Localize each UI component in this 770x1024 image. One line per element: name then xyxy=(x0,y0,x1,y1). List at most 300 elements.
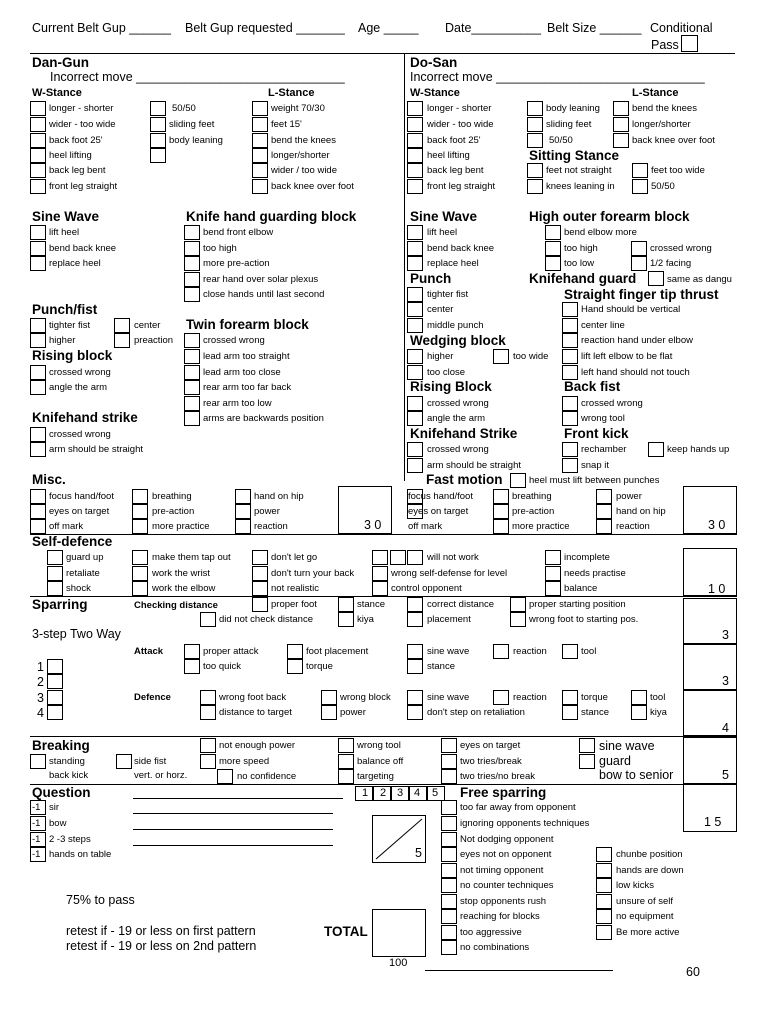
checkbox-label: arm should be straight xyxy=(427,460,521,471)
checkbox[interactable] xyxy=(321,690,337,705)
checkbox[interactable] xyxy=(30,380,46,395)
checkbox[interactable] xyxy=(338,754,354,769)
checkbox-label: pre-action xyxy=(152,506,195,517)
checkbox-label: two tries/no break xyxy=(460,771,535,782)
checkbox[interactable] xyxy=(235,504,251,519)
checkbox[interactable] xyxy=(150,148,166,163)
checkbox[interactable] xyxy=(596,519,612,534)
checkbox[interactable] xyxy=(441,800,457,815)
checkbox[interactable] xyxy=(441,816,457,831)
checkbox-label: back knee over foot xyxy=(271,181,354,192)
checkbox[interactable] xyxy=(407,644,423,659)
checkbox[interactable] xyxy=(184,272,200,287)
checkbox[interactable] xyxy=(562,705,578,720)
checkbox[interactable] xyxy=(30,754,46,769)
checkbox[interactable] xyxy=(562,690,578,705)
checkbox-label: bend the knees xyxy=(271,135,336,146)
checkbox[interactable] xyxy=(252,148,268,163)
checkbox[interactable] xyxy=(252,179,268,194)
checkbox[interactable] xyxy=(562,318,578,333)
checkbox[interactable] xyxy=(116,754,132,769)
checkbox[interactable] xyxy=(184,287,200,302)
checkbox[interactable] xyxy=(200,738,216,753)
checkbox[interactable] xyxy=(596,909,612,924)
checkbox[interactable] xyxy=(407,179,423,194)
checkbox[interactable] xyxy=(545,225,561,240)
checkbox[interactable] xyxy=(390,550,406,565)
checkbox[interactable] xyxy=(527,133,543,148)
checkbox[interactable] xyxy=(407,163,423,178)
checkbox[interactable] xyxy=(407,225,423,240)
checkbox-label: eyes on target xyxy=(408,506,469,517)
checkbox[interactable] xyxy=(252,581,268,596)
checkbox[interactable] xyxy=(30,256,46,271)
checkbox-label: eyes on target xyxy=(49,506,110,517)
checkbox[interactable] xyxy=(596,489,612,504)
checkbox[interactable] xyxy=(562,333,578,348)
checkbox-label: low kicks xyxy=(616,880,655,891)
checkbox-label: wrong tool xyxy=(581,413,625,424)
dosan-title: Do-San xyxy=(410,55,458,70)
checkbox[interactable] xyxy=(30,489,46,504)
checkbox-label: no counter techniques xyxy=(460,880,554,891)
total-score-box[interactable] xyxy=(372,909,426,957)
dangun-knifestrike-heading: Knifehand strike xyxy=(32,410,138,425)
checkbox-label: distance to target xyxy=(219,707,292,718)
checkbox-label: rechamber xyxy=(581,444,627,455)
checkbox-label: bend back knee xyxy=(49,243,117,254)
misc-divider xyxy=(30,534,737,535)
misc-heading: Misc. xyxy=(32,472,66,487)
checkbox-label: sliding feet xyxy=(546,119,592,130)
checkbox[interactable] xyxy=(184,365,200,380)
checkbox[interactable] xyxy=(407,365,423,380)
penalty-value: -1 xyxy=(32,849,41,860)
question-score: 5 xyxy=(415,846,422,860)
checkbox-label: sine wave xyxy=(427,692,470,703)
checkbox[interactable] xyxy=(562,411,578,426)
checkbox[interactable] xyxy=(30,442,46,457)
checkbox[interactable] xyxy=(200,705,216,720)
checkbox-label: did not check distance xyxy=(219,614,314,625)
checkbox[interactable] xyxy=(407,612,423,627)
checkbox[interactable] xyxy=(47,581,63,596)
checkbox[interactable] xyxy=(30,318,46,333)
answer-line xyxy=(133,845,333,846)
checkbox[interactable] xyxy=(407,349,423,364)
checkbox[interactable] xyxy=(562,644,578,659)
header-divider xyxy=(30,53,735,54)
checkbox-label: crossed wrong xyxy=(650,243,712,254)
checkbox[interactable] xyxy=(407,411,423,426)
checkbox[interactable] xyxy=(527,101,543,116)
checkbox[interactable] xyxy=(217,769,233,784)
checkbox[interactable] xyxy=(132,550,148,565)
checkbox[interactable] xyxy=(493,644,509,659)
checkbox-label: ignoring opponents techniques xyxy=(460,818,590,829)
checkbox[interactable] xyxy=(132,566,148,581)
checkbox-label: more practice xyxy=(512,521,570,532)
checkbox[interactable] xyxy=(579,738,595,753)
checkbox[interactable] xyxy=(407,117,423,132)
checkbox-label: hand on hip xyxy=(616,506,666,517)
checkbox[interactable] xyxy=(631,705,647,720)
checkbox[interactable] xyxy=(545,566,561,581)
checkbox[interactable] xyxy=(493,504,509,519)
checkbox[interactable] xyxy=(372,550,388,565)
checkbox-label: wrong tool xyxy=(357,740,401,751)
checkbox[interactable] xyxy=(562,302,578,317)
checkbox[interactable] xyxy=(493,690,509,705)
checkbox[interactable] xyxy=(441,847,457,862)
checkbox-label: snap it xyxy=(581,460,609,471)
checkbox-label: lift heel xyxy=(427,227,458,238)
checkbox[interactable] xyxy=(631,256,647,271)
checkbox-label: kiya xyxy=(357,614,374,625)
checkbox[interactable] xyxy=(30,225,46,240)
checkbox[interactable] xyxy=(493,519,509,534)
checkbox-label: power xyxy=(254,506,280,517)
retest-rule-2: retest if - 19 or less on 2nd pattern xyxy=(66,939,257,953)
checkbox-label: arm should be straight xyxy=(49,444,143,455)
checkbox[interactable] xyxy=(47,550,63,565)
checkbox[interactable] xyxy=(407,101,423,116)
checkbox[interactable] xyxy=(493,489,509,504)
checkbox-label: lift left elbow to be flat xyxy=(581,351,673,362)
checkbox[interactable] xyxy=(30,148,46,163)
checkbox[interactable] xyxy=(631,241,647,256)
checkbox-label: crossed wrong xyxy=(581,398,643,409)
checkbox[interactable] xyxy=(613,101,629,116)
checkbox-label: not timing opponent xyxy=(460,865,544,876)
checkbox-label: crossed wrong xyxy=(427,444,489,455)
checkbox[interactable] xyxy=(200,754,216,769)
checkbox[interactable] xyxy=(184,241,200,256)
dosan-straight-heading: Straight finger tip thrust xyxy=(564,287,719,302)
answer-line xyxy=(133,813,333,814)
checkbox[interactable] xyxy=(562,442,578,457)
checkbox[interactable] xyxy=(407,287,423,302)
checkbox[interactable] xyxy=(613,117,629,132)
checkbox[interactable] xyxy=(407,302,423,317)
step-number: 4 xyxy=(37,706,44,720)
checkbox[interactable] xyxy=(596,863,612,878)
checkbox[interactable] xyxy=(441,769,457,784)
checkbox[interactable] xyxy=(441,909,457,924)
checkbox[interactable] xyxy=(579,754,595,769)
checkbox[interactable] xyxy=(30,163,46,178)
checkbox-label: standing xyxy=(49,756,85,767)
checkbox[interactable] xyxy=(30,133,46,148)
dosan-incorrect-move: Incorrect move ______________________________ xyxy=(410,70,705,84)
checkbox[interactable] xyxy=(407,148,423,163)
checkbox[interactable] xyxy=(527,179,543,194)
checkbox-label: heel must lift between punches xyxy=(529,475,660,486)
checkbox-label: arms are backwards position xyxy=(203,413,324,424)
checkbox[interactable] xyxy=(407,396,423,411)
checkbox[interactable] xyxy=(407,705,423,720)
checkbox-label: too high xyxy=(564,243,598,254)
checkbox[interactable] xyxy=(114,333,130,348)
checkbox-label: hands on table xyxy=(49,849,112,860)
checkbox[interactable] xyxy=(545,581,561,596)
checkbox[interactable] xyxy=(441,863,457,878)
penalty-value: -1 xyxy=(32,834,41,845)
checkbox[interactable] xyxy=(30,365,46,380)
checkbox[interactable] xyxy=(184,396,200,411)
checkbox[interactable] xyxy=(150,117,166,132)
checkbox[interactable] xyxy=(338,612,354,627)
checkbox[interactable] xyxy=(562,396,578,411)
pass-requirement: 75% to pass xyxy=(66,893,135,907)
checkbox[interactable] xyxy=(527,163,543,178)
checkbox-label: focus hand/foot xyxy=(49,491,114,502)
checkbox[interactable] xyxy=(47,674,63,689)
checkbox[interactable] xyxy=(441,925,457,940)
checkbox-label: 2 -3 steps xyxy=(49,834,91,845)
checkbox[interactable] xyxy=(407,241,423,256)
checkbox-label: rear arm too low xyxy=(203,398,272,409)
checkbox[interactable] xyxy=(632,179,648,194)
checkbox[interactable] xyxy=(510,473,526,488)
checkbox[interactable] xyxy=(510,597,526,612)
checkbox-label: bow xyxy=(49,818,67,829)
checkbox[interactable] xyxy=(545,256,561,271)
checkbox[interactable] xyxy=(338,738,354,753)
breaking-score: 5 xyxy=(722,768,729,782)
checkbox[interactable] xyxy=(235,489,251,504)
checkbox[interactable] xyxy=(510,612,526,627)
checkbox-label: no confidence xyxy=(237,771,297,782)
threestep-heading: 3-step Two Way xyxy=(32,627,121,641)
checkbox[interactable] xyxy=(407,458,423,473)
checkbox[interactable] xyxy=(132,581,148,596)
checkbox[interactable] xyxy=(184,411,200,426)
dosan-high-block-heading: High outer forearm block xyxy=(529,209,690,224)
checkbox[interactable] xyxy=(30,519,46,534)
checkbox[interactable] xyxy=(562,349,578,364)
checkbox-label: proper foot xyxy=(271,599,317,610)
checkbox[interactable] xyxy=(596,504,612,519)
checkbox-label: lead arm too straight xyxy=(203,351,290,362)
checkbox[interactable] xyxy=(252,566,268,581)
question-heading: Question xyxy=(32,785,91,800)
dangun-punch-heading: Punch/fist xyxy=(32,302,98,317)
checkbox[interactable] xyxy=(648,442,664,457)
checkbox[interactable] xyxy=(30,333,46,348)
checkbox-label: sine wave xyxy=(599,739,655,753)
signature-line xyxy=(425,970,613,971)
checkbox[interactable] xyxy=(132,519,148,534)
checkbox[interactable] xyxy=(596,894,612,909)
checkbox-label: reaching for blocks xyxy=(460,911,540,922)
checkbox[interactable] xyxy=(235,519,251,534)
checkbox-label: longer - shorter xyxy=(427,103,492,114)
checkbox-label: center xyxy=(427,304,454,315)
checkbox-label: hands are down xyxy=(616,865,684,876)
checkbox[interactable] xyxy=(287,659,303,674)
checkbox-label: breathing xyxy=(512,491,552,502)
checkbox[interactable] xyxy=(596,847,612,862)
checkbox[interactable] xyxy=(545,550,561,565)
checkbox-label: stop opponents rush xyxy=(460,896,547,907)
checkbox-label: needs practise xyxy=(564,568,626,579)
checkbox-label: longer/shorter xyxy=(271,150,330,161)
checkbox[interactable] xyxy=(407,659,423,674)
checkbox[interactable] xyxy=(184,333,200,348)
checkbox-label: longer - shorter xyxy=(49,103,114,114)
checkbox-label: vert. or horz. xyxy=(134,770,188,781)
checkbox-label: reaction xyxy=(513,692,547,703)
checkbox[interactable] xyxy=(30,241,46,256)
checkbox[interactable] xyxy=(184,225,200,240)
checkbox-label: make them tap out xyxy=(152,552,231,563)
checkbox[interactable] xyxy=(132,489,148,504)
checkbox[interactable] xyxy=(407,442,423,457)
checkbox-label: hand on hip xyxy=(254,491,304,502)
checkbox-label: more practice xyxy=(152,521,210,532)
checkbox[interactable] xyxy=(184,380,200,395)
free-sparring-score: 1 5 xyxy=(704,815,722,829)
checkbox-label: guard xyxy=(599,754,631,768)
checkbox-label: power xyxy=(340,707,366,718)
checkbox-label: proper starting position xyxy=(529,599,626,610)
checkbox[interactable] xyxy=(407,256,423,271)
answer-line xyxy=(133,798,343,799)
sparring-divider xyxy=(30,736,737,737)
checkbox[interactable] xyxy=(407,550,423,565)
checkbox[interactable] xyxy=(200,690,216,705)
dosan-sitting-heading: Sitting Stance xyxy=(529,148,620,163)
step-number: 1 xyxy=(37,660,44,674)
checkbox-label: wrong self-defense for level xyxy=(391,568,508,579)
answer-line xyxy=(133,829,333,830)
checkbox[interactable] xyxy=(562,365,578,380)
checkbox[interactable] xyxy=(200,612,216,627)
checkbox[interactable] xyxy=(47,566,63,581)
checkbox[interactable] xyxy=(407,597,423,612)
checkbox[interactable] xyxy=(441,878,457,893)
total-max: 100 xyxy=(389,957,408,969)
dosan-knifestrike-heading: Knifehand Strike xyxy=(410,426,518,441)
dangun-lstance-heading: L-Stance xyxy=(268,87,315,99)
checkbox-label: wrong block xyxy=(340,692,391,703)
checkbox-label: replace heel xyxy=(427,258,479,269)
checkbox-label: not realistic xyxy=(271,583,320,594)
checkbox[interactable] xyxy=(372,581,388,596)
selfdefence-heading: Self-defence xyxy=(32,534,113,549)
free-sparring-heading: Free sparring xyxy=(460,785,547,800)
checkbox[interactable] xyxy=(30,427,46,442)
checkbox[interactable] xyxy=(184,349,200,364)
checkbox-label: crossed wrong xyxy=(49,429,111,440)
checkbox[interactable] xyxy=(596,925,612,940)
checkbox[interactable] xyxy=(441,894,457,909)
checkbox[interactable] xyxy=(252,101,268,116)
penalty-value: -1 xyxy=(32,818,41,829)
checkbox-label: center xyxy=(134,320,161,331)
checkbox[interactable] xyxy=(114,318,130,333)
retest-rule-1: retest if - 19 or less on first pattern xyxy=(66,924,256,938)
checkbox[interactable] xyxy=(493,349,509,364)
checkbox[interactable] xyxy=(132,504,148,519)
checkbox[interactable] xyxy=(252,133,268,148)
checkbox[interactable] xyxy=(150,133,166,148)
checkbox[interactable] xyxy=(545,241,561,256)
checkbox-label: retaliate xyxy=(66,568,100,579)
checkbox[interactable] xyxy=(372,566,388,581)
checkbox[interactable] xyxy=(150,101,166,116)
checkbox-label: side fist xyxy=(134,756,167,767)
checkbox[interactable] xyxy=(252,597,268,612)
checkbox[interactable] xyxy=(596,878,612,893)
checkbox-label: more pre-action xyxy=(203,258,270,269)
checkbox[interactable] xyxy=(407,318,423,333)
checkbox[interactable] xyxy=(562,458,578,473)
checkbox[interactable] xyxy=(30,117,46,132)
checkbox[interactable] xyxy=(47,705,63,720)
checkbox-label: back leg bent xyxy=(49,165,106,176)
checkbox[interactable] xyxy=(441,754,457,769)
checkbox-label: longer/shorter xyxy=(632,119,691,130)
checkbox[interactable] xyxy=(184,659,200,674)
conditional-pass-checkbox[interactable] xyxy=(681,35,698,52)
dosan-frontkick-heading: Front kick xyxy=(564,426,629,441)
checkbox-label: keep hands up xyxy=(667,444,730,455)
checkbox-label: torque xyxy=(581,692,608,703)
checkbox[interactable] xyxy=(287,644,303,659)
checkbox[interactable] xyxy=(47,690,63,705)
checkbox[interactable] xyxy=(613,133,629,148)
checkbox-label: preaction xyxy=(134,335,174,346)
checkbox-label: crossed wrong xyxy=(427,398,489,409)
checkbox-label: balance xyxy=(564,583,598,594)
attack-label: Attack xyxy=(134,646,164,657)
checkbox[interactable] xyxy=(407,133,423,148)
checkbox[interactable] xyxy=(407,690,423,705)
checkbox[interactable] xyxy=(30,504,46,519)
checkbox[interactable] xyxy=(30,101,46,116)
checkbox-label: sliding feet xyxy=(169,119,215,130)
checkbox[interactable] xyxy=(252,163,268,178)
checkbox[interactable] xyxy=(441,832,457,847)
checkbox[interactable] xyxy=(321,705,337,720)
checkbox[interactable] xyxy=(252,117,268,132)
dangun-twin-heading: Twin forearm block xyxy=(186,317,309,332)
penalty-value: -1 xyxy=(32,802,41,813)
checkbox[interactable] xyxy=(441,738,457,753)
conditional-label: Conditional xyxy=(650,21,713,35)
checkbox[interactable] xyxy=(184,644,200,659)
checkbox[interactable] xyxy=(338,769,354,784)
checkbox[interactable] xyxy=(338,597,354,612)
checkbox-label: heel lifting xyxy=(427,150,470,161)
checkbox[interactable] xyxy=(632,163,648,178)
checkbox[interactable] xyxy=(184,256,200,271)
checkbox[interactable] xyxy=(30,179,46,194)
checkbox-label: tool xyxy=(581,646,597,657)
checkbox[interactable] xyxy=(648,271,664,286)
checkbox[interactable] xyxy=(47,659,63,674)
sparring-heading: Sparring xyxy=(32,597,88,612)
checkbox[interactable] xyxy=(631,690,647,705)
dangun-score: 3 0 xyxy=(364,518,382,532)
checkbox-label: feet too wide xyxy=(651,165,705,176)
checkbox[interactable] xyxy=(527,117,543,132)
checkbox-label: body leaning xyxy=(546,103,600,114)
checkbox[interactable] xyxy=(252,550,268,565)
checkbox[interactable] xyxy=(441,940,457,955)
